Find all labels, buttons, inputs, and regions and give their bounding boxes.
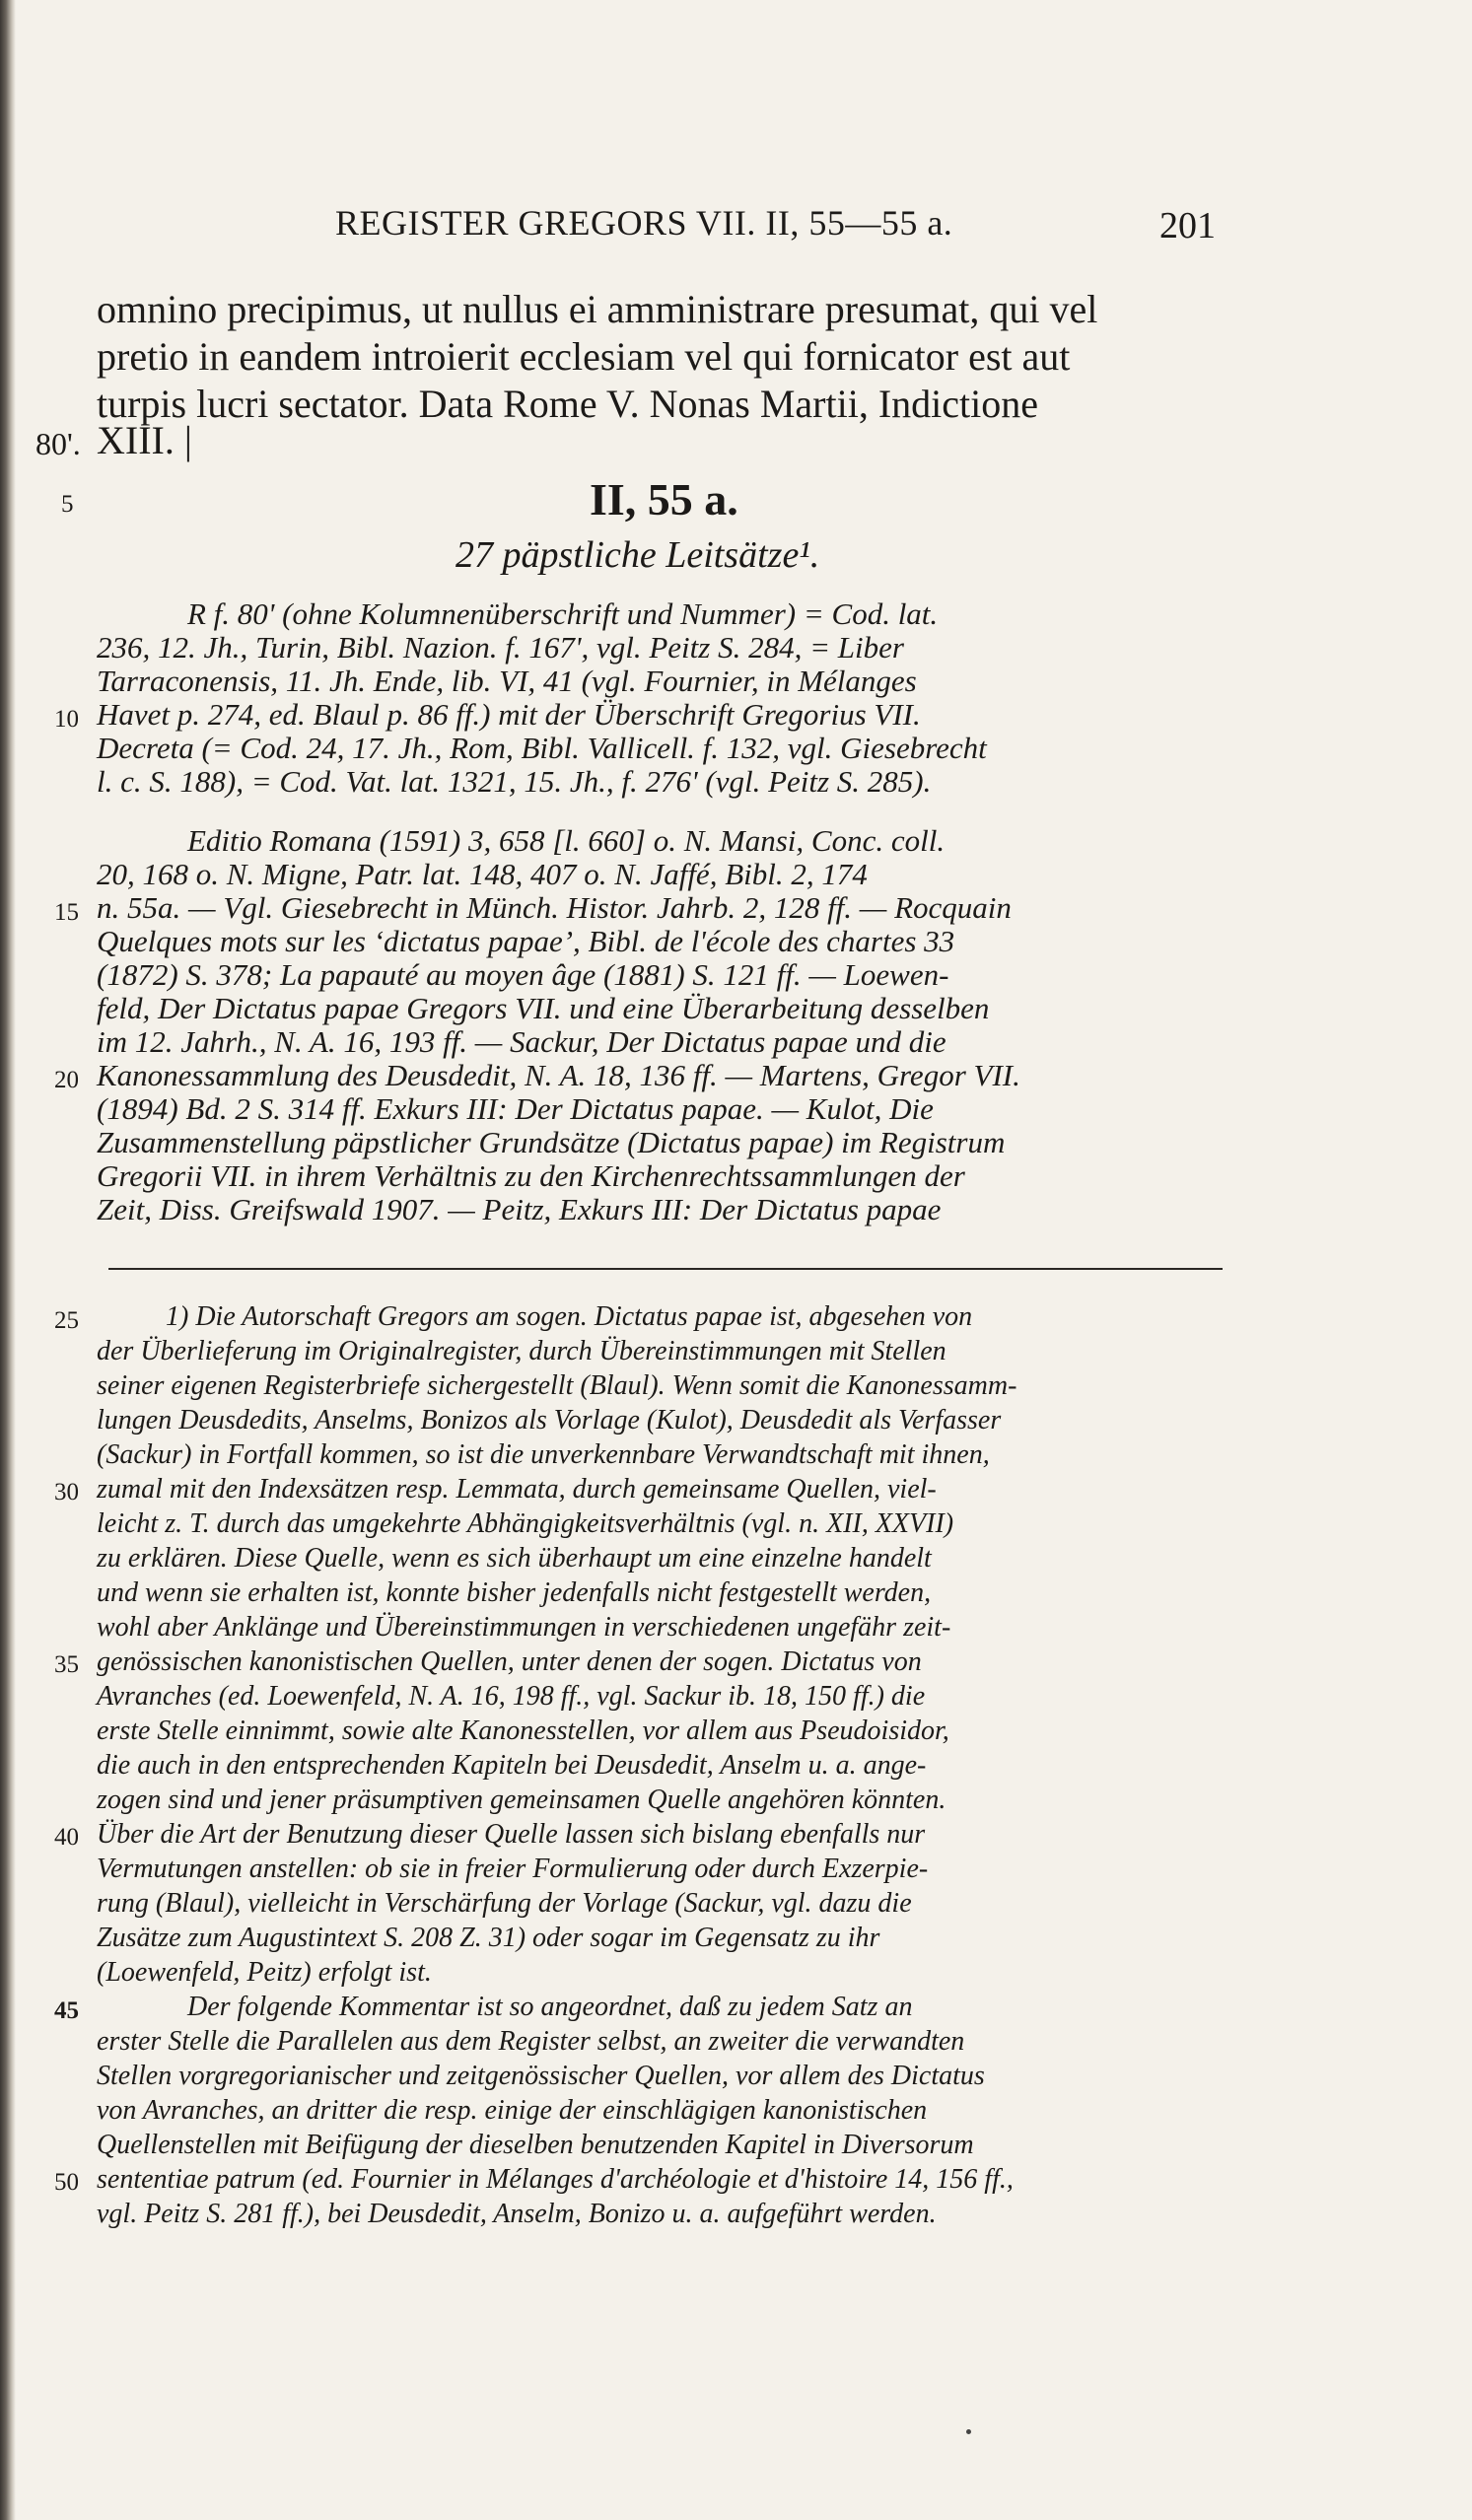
apparatus-line: Decreta (= Cod. 24, 17. Jh., Rom, Bibl. Vallicell. f. 132, vgl. Giesebrecht xyxy=(97,731,987,765)
print-speck xyxy=(966,2429,971,2434)
main-text-line: omnino precipimus, ut nullus ei amministrare presumat, qui vel xyxy=(97,287,1098,331)
line-number: 25 xyxy=(54,1307,79,1334)
edition-line: Zeit, Diss. Greifswald 1907. — Peitz, Exkurs III: Der Dictatus papae xyxy=(97,1192,942,1226)
footnote-line: zogen sind und jener präsumptiven gemeinsamen Quelle angehören könnten. xyxy=(97,1785,946,1815)
footnote-line: Über die Art der Benutzung dieser Quelle lassen sich bislang ebenfalls nur xyxy=(97,1819,926,1850)
footnote-line: und wenn sie erhalten ist, konnte bisher jedenfalls nicht festgestellt werden, xyxy=(97,1577,932,1608)
edition-line: (1872) S. 378; La papauté au moyen âge (1881) S. 121 ff. — Loewen- xyxy=(97,957,949,992)
apparatus-line: Tarraconensis, 11. Jh. Ende, lib. VI, 41 (vgl. Fournier, in Mélanges xyxy=(97,664,917,698)
edition-line: Zusammenstellung päpstlicher Grundsätze (Dictatus papae) im Registrum xyxy=(97,1125,1006,1159)
footnote-line: erster Stelle die Parallelen aus dem Register selbst, an zweiter die verwandten xyxy=(97,2026,965,2057)
footnote-line: seiner eigenen Registerbriefe sichergestellt (Blaul). Wenn somit die Kanonessamm- xyxy=(97,1370,1017,1401)
footnote-line: Der folgende Kommentar ist so angeordnet, daß zu jedem Satz an xyxy=(187,1992,913,2022)
footnote-line: 1) Die Autorschaft Gregors am sogen. Dictatus papae ist, abgesehen von xyxy=(166,1301,973,1332)
apparatus-line: Havet p. 274, ed. Blaul p. 86 ff.) mit der Überschrift Gregorius VII. xyxy=(97,697,921,732)
edition-line: (1894) Bd. 2 S. 314 ff. Exkurs III: Der Dictatus papae. — Kulot, Die xyxy=(97,1091,934,1126)
footnote-line: vgl. Peitz S. 281 ff.), bei Deusdedit, Anselm, Bonizo u. a. aufgeführt werden. xyxy=(97,2199,937,2229)
edition-line: Gregorii VII. in ihrem Verhältnis zu den Kirchenrechtssammlungen der xyxy=(97,1158,965,1193)
main-text-line: pretio in eandem introierit ecclesiam vel qui fornicator est aut xyxy=(97,334,1071,379)
line-number: 20 xyxy=(54,1067,79,1093)
margin-folio-note: 80'. xyxy=(35,426,81,461)
book-spine-shadow xyxy=(0,0,16,2520)
footnote-separator xyxy=(108,1268,1223,1270)
footnote-line: der Überlieferung im Originalregister, durch Übereinstimmungen mit Stellen xyxy=(97,1336,946,1366)
line-number: 40 xyxy=(54,1824,79,1851)
footnote-line: Zusätze zum Augustintext S. 208 Z. 31) oder sogar im Gegensatz zu ihr xyxy=(97,1923,880,1953)
edition-line: Kanonessammlung des Deusdedit, N. A. 18, 136 ff. — Martens, Gregor VII. xyxy=(97,1058,1020,1092)
footnote-line: die auch in den entsprechenden Kapiteln bei Deusdedit, Anselm u. a. ange- xyxy=(97,1750,927,1781)
footnote-line: Vermutungen anstellen: ob sie in freier Formulierung oder durch Exzerpie- xyxy=(97,1854,929,1884)
footnote-line: genössischen kanonistischen Quellen, unter denen der sogen. Dictatus von xyxy=(97,1646,922,1677)
section-subtitle: 27 päpstliche Leitsätze¹. xyxy=(456,534,820,576)
footnote-line: wohl aber Anklänge und Übereinstimmungen in verschiedenen ungefähr zeit- xyxy=(97,1612,951,1643)
footnote-line: zumal mit den Indexsätzen resp. Lemmata, durch gemeinsame Quellen, viel- xyxy=(97,1474,937,1505)
edition-line: 20, 168 o. N. Migne, Patr. lat. 148, 407 o. N. Jaffé, Bibl. 2, 174 xyxy=(97,857,868,891)
apparatus-line: R f. 80' (ohne Kolumnenüberschrift und Nummer) = Cod. lat. xyxy=(187,596,939,631)
edition-line: feld, Der Dictatus papae Gregors VII. und eine Überarbeitung desselben xyxy=(97,991,990,1025)
footnote-line: zu erklären. Diese Quelle, wenn es sich überhaupt um eine einzelne handelt xyxy=(97,1543,932,1574)
edition-line: n. 55a. — Vgl. Giesebrecht in Münch. Histor. Jahrb. 2, 128 ff. — Rocquain xyxy=(97,890,1012,925)
footnote-line: Avranches (ed. Loewenfeld, N. A. 16, 198 ff., vgl. Sackur ib. 18, 150 ff.) die xyxy=(97,1681,926,1712)
line-number: 5 xyxy=(61,491,74,518)
footnote-line: Quellenstellen mit Beifügung der dieselben benutzenden Kapitel in Diversorum xyxy=(97,2130,974,2160)
line-number: 35 xyxy=(54,1651,79,1678)
main-text-line: turpis lucri sectator. Data Rome V. Nonas Martii, Indictione xyxy=(97,382,1038,426)
footnote-line: von Avranches, an dritter die resp. einige der einschlägigen kanonistischen xyxy=(97,2095,928,2126)
apparatus-line: l. c. S. 188), = Cod. Vat. lat. 1321, 15. Jh., f. 276' (vgl. Peitz S. 285). xyxy=(97,764,932,799)
apparatus-line: 236, 12. Jh., Turin, Bibl. Nazion. f. 167', vgl. Peitz S. 284, = Liber xyxy=(97,630,904,665)
main-text-line: XIII. | xyxy=(97,418,192,462)
line-number: 15 xyxy=(54,899,79,926)
line-number: 10 xyxy=(54,706,79,733)
footnote-line: lungen Deusdedits, Anselms, Bonizos als Vorlage (Kulot), Deusdedit als Verfasser xyxy=(97,1405,1002,1435)
footnote-line: sententiae patrum (ed. Fournier in Mélanges d'archéologie et d'histoire 14, 156 ff., xyxy=(97,2164,1014,2195)
footnote-line: (Loewenfeld, Peitz) erfolgt ist. xyxy=(97,1957,432,1988)
line-number: 30 xyxy=(54,1479,79,1505)
page-number: 201 xyxy=(1159,205,1216,246)
line-number: 50 xyxy=(54,2169,79,2196)
footnote-line: rung (Blaul), vielleicht in Verschärfung der Vorlage (Sackur, vgl. dazu die xyxy=(97,1888,912,1919)
edition-line: Editio Romana (1591) 3, 658 [l. 660] o. N. Mansi, Conc. coll. xyxy=(187,823,946,858)
section-title: II, 55 a. xyxy=(590,474,738,525)
edition-line: im 12. Jahrh., N. A. 16, 193 ff. — Sackur, Der Dictatus papae und die xyxy=(97,1024,946,1059)
footnote-line: leicht z. T. durch das umgekehrte Abhängigkeitsverhältnis (vgl. n. XII, XXVII) xyxy=(97,1508,954,1539)
footnote-line: (Sackur) in Fortfall kommen, so ist die unverkennbare Verwandtschaft mit ihnen, xyxy=(97,1439,990,1470)
running-header: REGISTER GREGORS VII. II, 55—55 a. xyxy=(335,203,953,243)
footnote-line: Stellen vorgregorianischer und zeitgenössischer Quellen, vor allem des Dictatus xyxy=(97,2061,985,2091)
footnote-line: erste Stelle einnimmt, sowie alte Kanonesstellen, vor allem aus Pseudoisidor, xyxy=(97,1715,949,1746)
edition-line: Quelques mots sur les ‘dictatus papae’, Bibl. de l'école des chartes 33 xyxy=(97,924,955,958)
line-number: 45 xyxy=(54,1997,79,2024)
